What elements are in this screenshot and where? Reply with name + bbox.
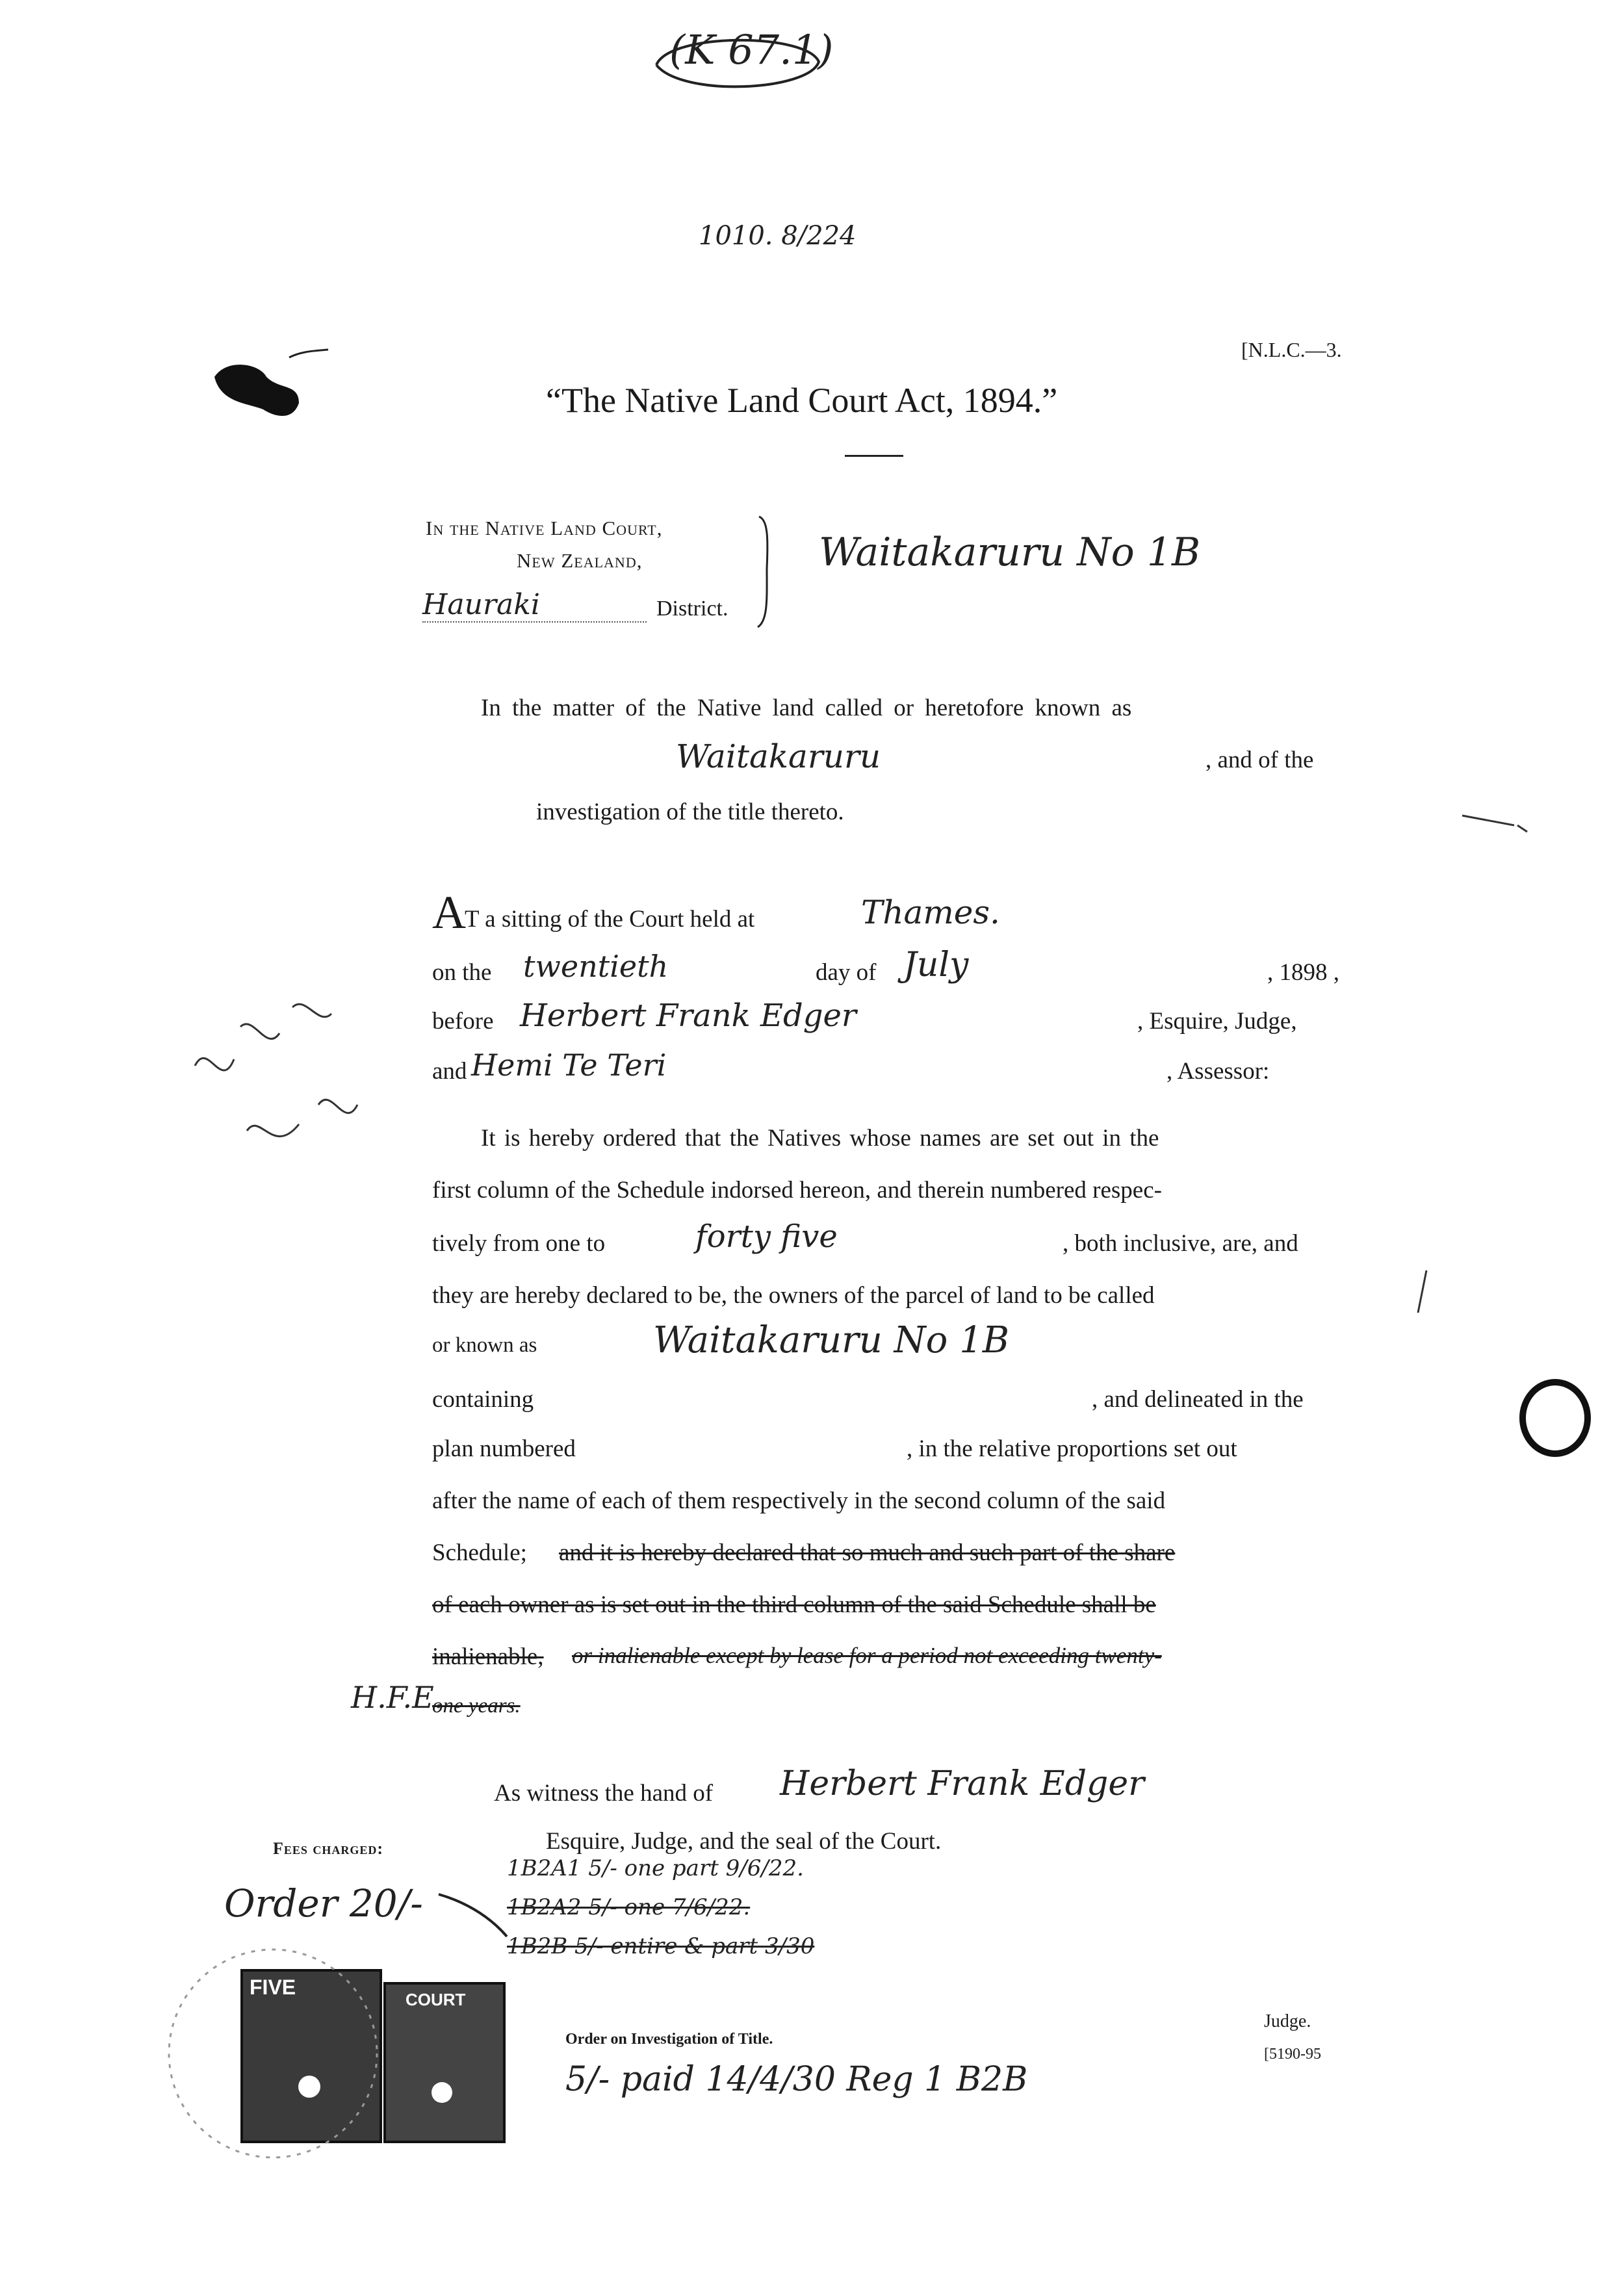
- on-the-label: on the: [432, 959, 492, 986]
- order-line3b: , both inclusive, are, and: [1063, 1230, 1298, 1257]
- sitting-intro: T a sitting of the Court held at: [465, 906, 755, 933]
- order-line4: they are hereby declared to be, the owners of the parcel of land to be called: [432, 1282, 1155, 1309]
- judge-name: Herbert Frank Edger: [520, 998, 857, 1034]
- order-line6a: containing: [432, 1386, 534, 1413]
- order-line10-struck: of each owner as is set out in the third column of the said Schedule shall be: [432, 1591, 1156, 1618]
- court-heading-brace: [754, 513, 780, 630]
- fees-paid-note: 5/- paid 14/4/30 Reg 1 B2B: [565, 2060, 1028, 2099]
- district-name: Hauraki: [422, 588, 647, 623]
- form-code: [N.L.C.—3.: [1241, 338, 1342, 361]
- order-line7a: plan numbered: [432, 1436, 576, 1462]
- day-ordinal: twentieth: [523, 949, 669, 984]
- margin-initials: H.F.E.: [351, 1680, 444, 1715]
- fee-entry-2: 1B2A2 5/- one 7/6/22.: [507, 1894, 751, 1920]
- witness-line2: Esquire, Judge, and the seal of the Court.: [546, 1828, 942, 1855]
- month: July: [903, 946, 969, 985]
- day-of-label: day of: [816, 959, 877, 986]
- punch-hole-ring: [1517, 1378, 1595, 1462]
- stamp-label: FIVE: [250, 1976, 296, 1999]
- court-heading-line2: New Zealand,: [517, 549, 643, 572]
- parcel-name: Waitakaruru No 1B: [653, 1319, 1009, 1361]
- order-line11a-struck: inalienable,: [432, 1643, 544, 1670]
- order-line8: after the name of each of them respectively in the second column of the said: [432, 1487, 1166, 1514]
- stamp-label-2: COURT: [406, 1990, 466, 2009]
- act-title: “The Native Land Court Act, 1894.”: [546, 381, 1058, 420]
- fees-caption: Order on Investigation of Title.: [565, 2031, 773, 2048]
- margin-scribble: [169, 962, 383, 1202]
- matter-line2-end: , and of the: [1205, 747, 1314, 773]
- witness-line1: As witness the hand of: [494, 1780, 714, 1807]
- order-line5a: or known as: [432, 1333, 537, 1357]
- sitting-place: Thames.: [861, 894, 1000, 931]
- assessor-name: Hemi Te Teri: [471, 1048, 667, 1083]
- judge-label: Judge.: [1264, 2011, 1311, 2031]
- court-heading-line1: In the Native Land Court,: [426, 517, 663, 539]
- reference-number: 1010. 8/224: [699, 221, 857, 251]
- fees-bracket-stroke: [435, 1888, 513, 1940]
- fee-entry-1: 1B2A1 5/- one part 9/6/22.: [507, 1855, 804, 1881]
- title-rule: [845, 455, 903, 457]
- assessor-label: , Assessor:: [1166, 1058, 1270, 1085]
- fees-label: Fees charged:: [273, 1839, 384, 1858]
- order-line12-struck: one years.: [432, 1694, 521, 1718]
- fee-entry-3: 1B2B 5/- entire & part 3/30: [507, 1933, 815, 1959]
- district-label: District.: [656, 597, 728, 621]
- order-line6b: , and delineated in the: [1092, 1386, 1304, 1413]
- court-seal-impression: [162, 1917, 409, 2177]
- order-line9a: Schedule;: [432, 1539, 527, 1566]
- corner-dash: [286, 344, 331, 364]
- block-name: Waitakaruru No 1B: [819, 530, 1201, 575]
- number-words: forty five: [695, 1218, 838, 1255]
- year: , 1898 ,: [1267, 959, 1339, 986]
- order-line3a: tively from one to: [432, 1230, 606, 1257]
- order-line7b: , in the relative proportions set out: [907, 1436, 1237, 1462]
- dash-marks: [1456, 806, 1534, 845]
- print-code: [5190-95: [1264, 2046, 1321, 2063]
- file-reference-circle: [643, 26, 832, 104]
- matter-line3: investigation of the title thereto.: [536, 799, 844, 825]
- witness-judge-name: Herbert Frank Edger: [780, 1764, 1144, 1803]
- matter-line1: In the matter of the Native land called or heretofore known as: [481, 695, 1132, 721]
- file-reference: (K 67.1): [669, 26, 834, 73]
- and-label: and: [432, 1058, 467, 1085]
- before-label: before: [432, 1008, 494, 1035]
- order-line11b-struck: or inalienable except by lease for a period not exceeding twenty-: [572, 1643, 1162, 1668]
- order-line9b-struck: and it is hereby declared that so much and such part of the share: [559, 1539, 1176, 1566]
- order-line1: It is hereby ordered that the Natives whose names are set out in the: [481, 1125, 1159, 1152]
- matter-land-name: Waitakaruru: [676, 738, 881, 775]
- order-line2: first column of the Schedule indorsed hereon, and therein numbered respec-: [432, 1177, 1162, 1204]
- stray-mark: [1410, 1267, 1436, 1319]
- esquire-judge-label: , Esquire, Judge,: [1137, 1008, 1297, 1035]
- fees-handwritten: Order 20/-: [224, 1881, 423, 1925]
- sitting-drop-cap: A: [432, 886, 466, 938]
- stamp-punch-hole-2: [432, 2082, 452, 2103]
